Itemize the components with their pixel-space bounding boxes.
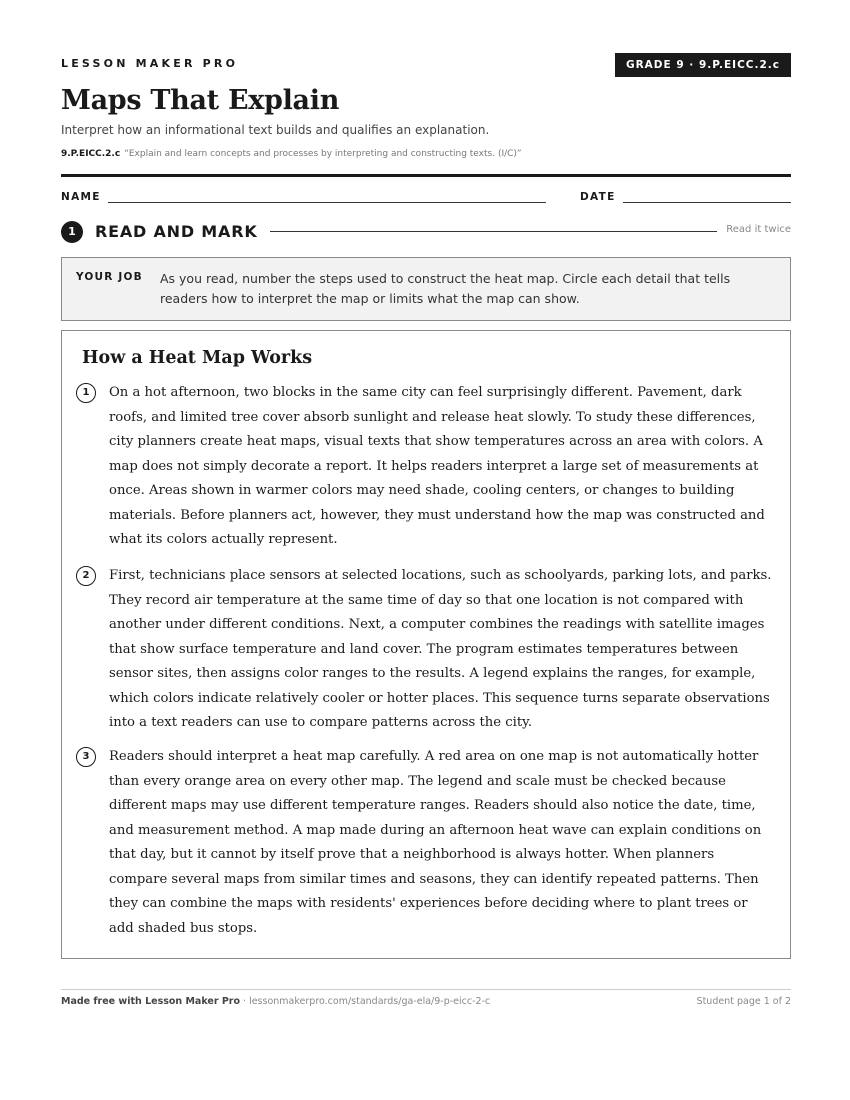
footer-divider [61, 989, 791, 990]
standard-line [61, 149, 522, 159]
paragraph-number-3: 3 [76, 747, 96, 767]
footer-separator: · [240, 996, 250, 1007]
date-field[interactable] [623, 202, 791, 203]
page-title: Maps That Explain [61, 85, 340, 116]
footer-url[interactable]: lessonmakerpro.com/standards/ga-ela/9-p-eicc-2-c [249, 996, 491, 1007]
your-job-box [61, 257, 791, 321]
section-divider [270, 231, 717, 232]
section-title: READ AND MARK [95, 222, 258, 241]
name-field[interactable] [108, 202, 546, 203]
section-number-badge: 1 [61, 221, 83, 243]
standard-text: “Explain and learn concepts and processes by interpreting and constructing texts. (I/C)” [124, 149, 522, 159]
paragraph-2: First, technicians place sensors at selected locations, such as schoolyards, parking lots, and parks. They record air temperature at the same time of day so that one location is not compared with another under different conditions. Next, a computer combines the readings with satellite images that show surface temperature and land cover. The program estimates temperatures between sensor sites, then assigns color ranges to the results. A legend explains the ranges, for example, which colors indicate relatively cooler or hotter places. This sequence turns separate observations into a text readers can use to compare patterns across the city. [109, 568, 772, 730]
brand-name: LESSON MAKER PRO [61, 57, 239, 70]
paragraph-1: On a hot afternoon, two blocks in the same city can feel surprisingly different. Pavement, dark roofs, and limited tree cover absorb sunlight and release heat slowly. To study these differences, city planners create heat maps, visual texts that show temperatures across an area with colors. A map does not simply decorate a report. It helps readers interpret a large set of measurements at once. Areas shown in warmer colors may need shade, cooling centers, or changes to building materials. Before planners act, however, they must understand how the map was constructed and what its colors actually represent. [109, 385, 765, 547]
name-label: NAME [61, 191, 101, 203]
page-number: Student page 1 of 2 [696, 996, 791, 1007]
header-divider [61, 174, 791, 177]
footer-made-with: Made free with Lesson Maker Pro [61, 996, 241, 1007]
worksheet-page [61, 0, 791, 1100]
standard-code: 9.P.EICC.2.c [61, 149, 121, 159]
footer-credit [61, 996, 490, 1007]
your-job-label: YOUR JOB [76, 271, 143, 283]
section-header [61, 220, 791, 242]
reading-passage [61, 330, 791, 959]
name-date-row [61, 191, 791, 207]
paragraph-number-1: 1 [76, 383, 96, 403]
date-label: DATE [580, 191, 616, 203]
paragraph-3: Readers should interpret a heat map carefully. A red area on one map is not automatically hotter than every orange area on every other map. The legend and scale must be checked because different maps may use different temperature ranges. Readers should also notice the date, time, and measurement method. A map made during an afternoon heat wave can explain conditions on that day, but it cannot by itself prove that a neighborhood is always hotter. When planners compare several maps from similar times and seasons, they can identify repeated patterns. Then they can combine the maps with residents' experiences before deciding where to plant trees or add shaded bus stops. [109, 749, 762, 936]
grade-badge: GRADE 9 · 9.P.EICC.2.c [615, 53, 791, 77]
passage-title: How a Heat Map Works [82, 348, 313, 368]
paragraph-number-2: 2 [76, 566, 96, 586]
your-job-text: As you read, number the steps used to construct the heat map. Circle each detail that tells readers how to interpret the map or limits what the map can show. [160, 271, 731, 306]
page-subtitle: Interpret how an informational text builds and qualifies an explanation. [61, 123, 490, 137]
section-note: Read it twice [726, 224, 791, 235]
